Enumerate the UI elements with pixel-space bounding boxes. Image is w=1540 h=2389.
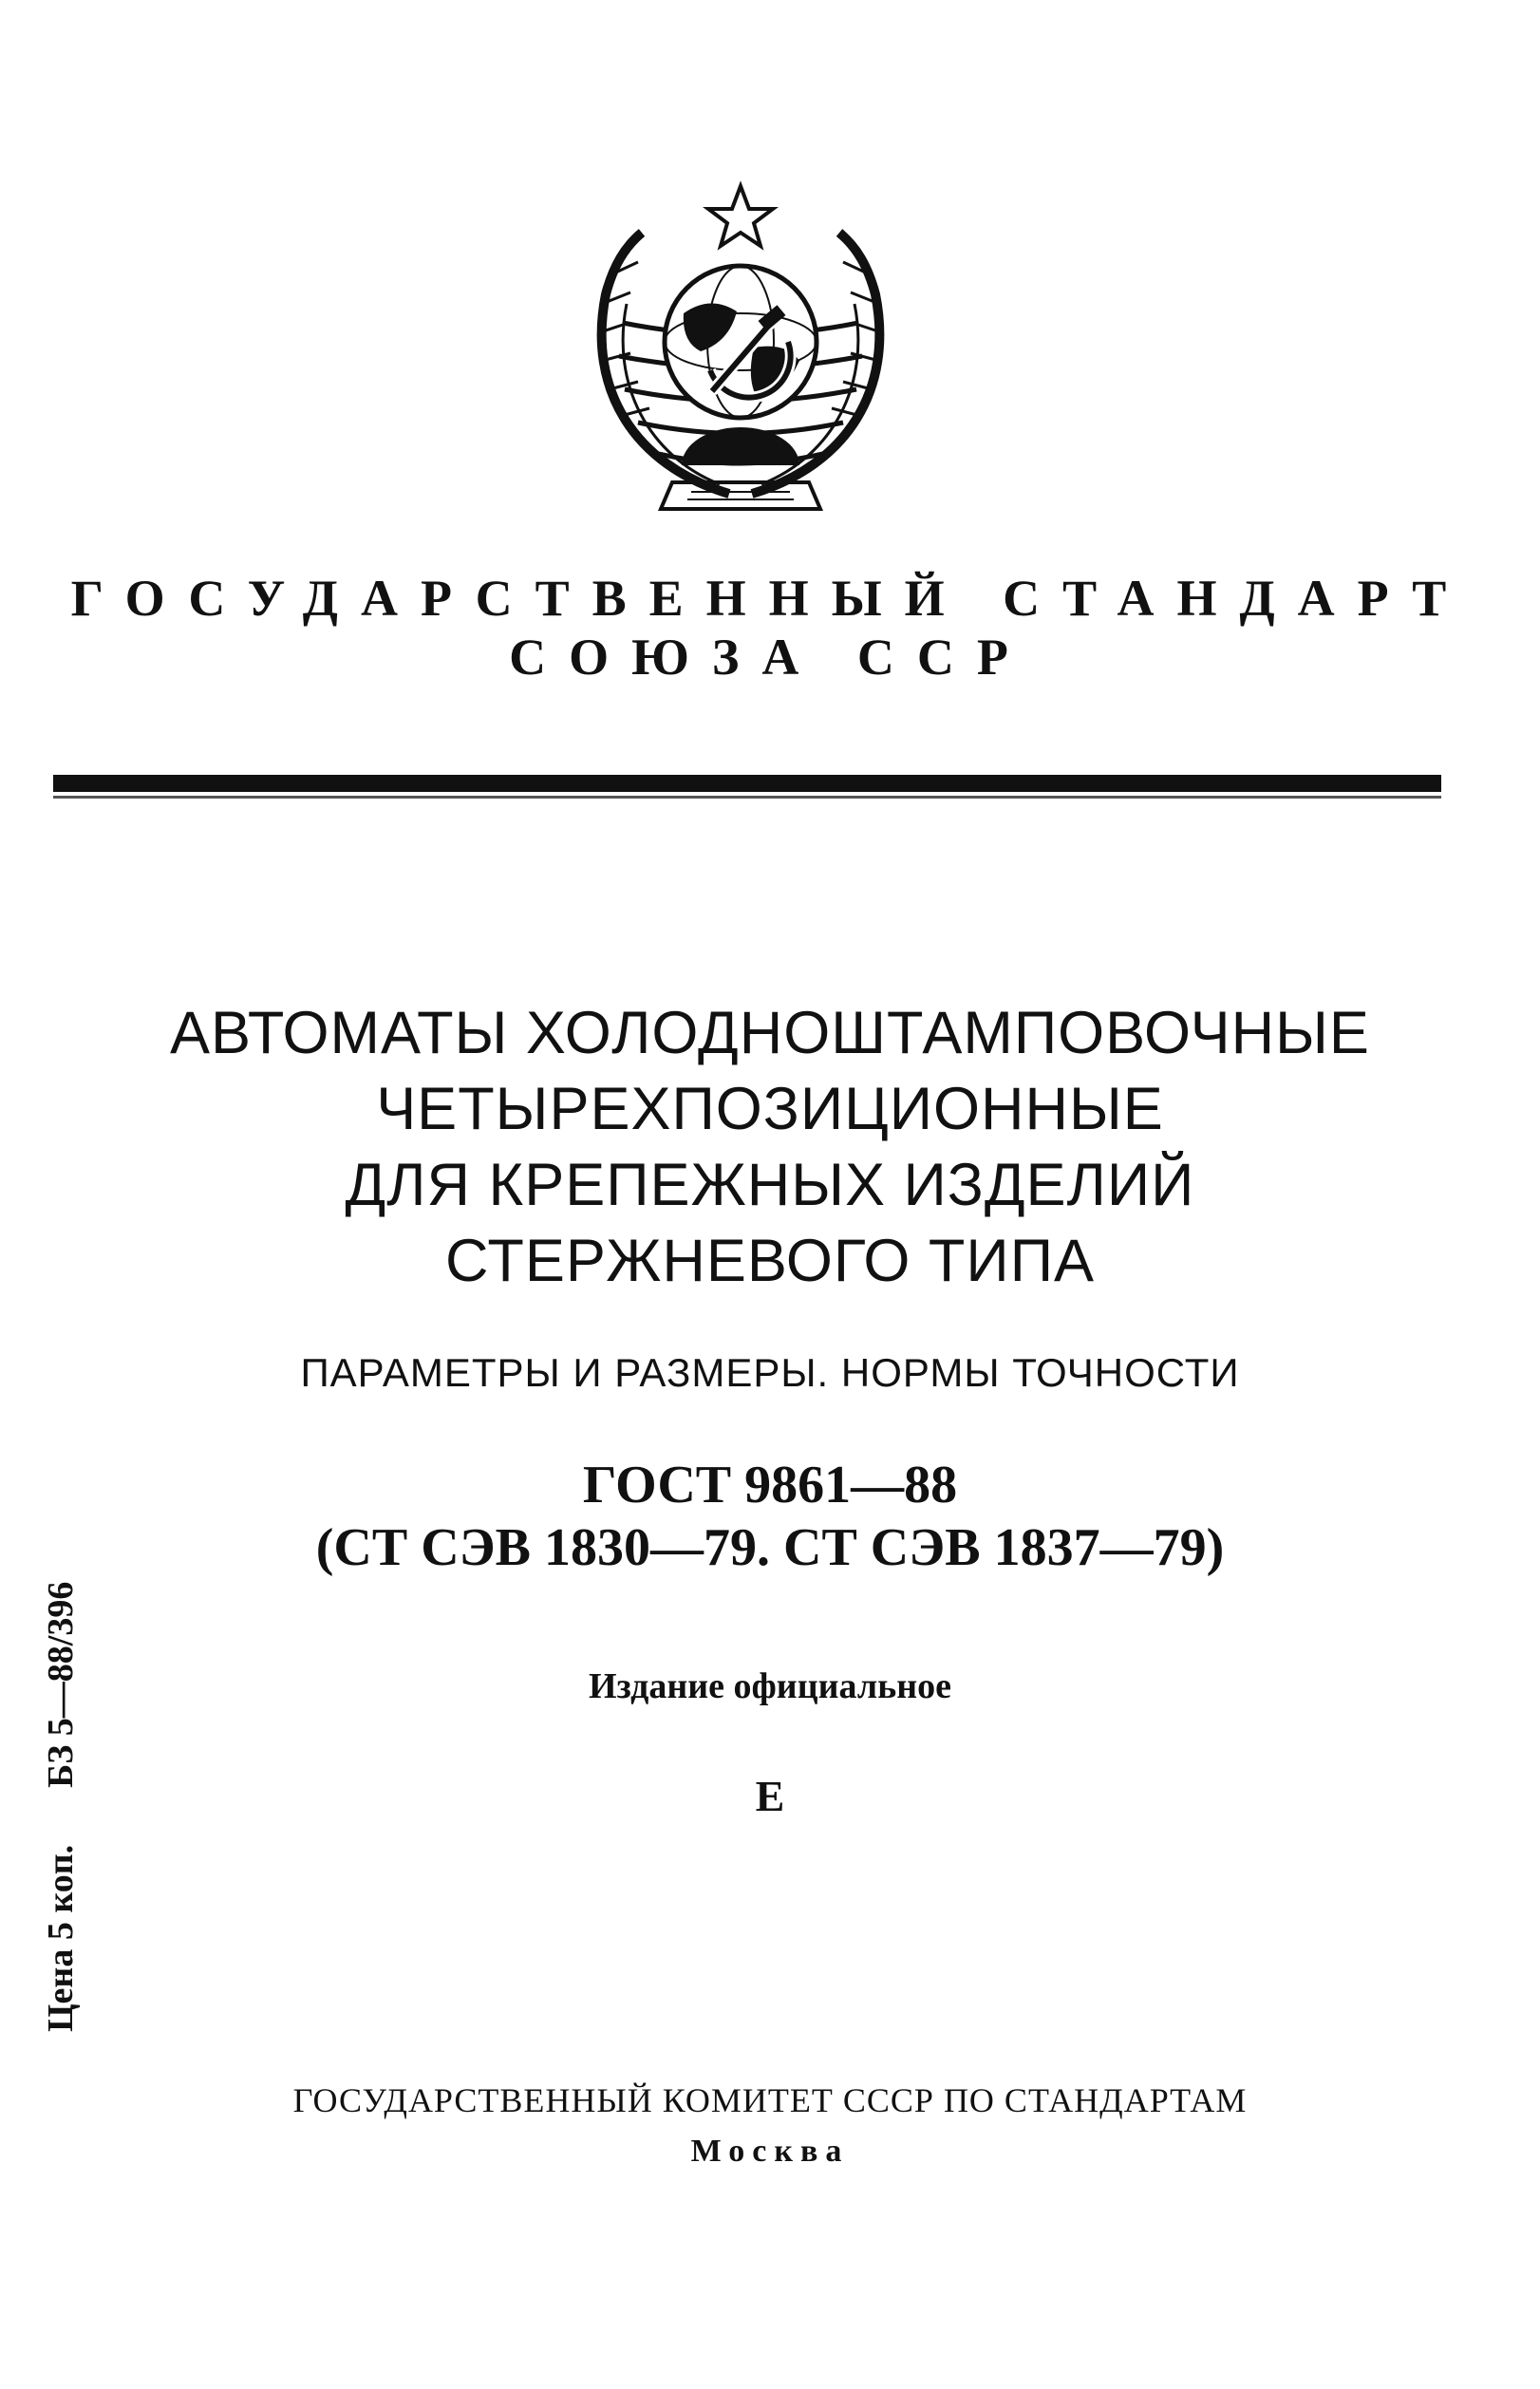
category-letter: Е	[755, 1772, 785, 1820]
publisher-committee: ГОСУДАРСТВЕННЫЙ КОМИТЕТ СССР ПО СТАНДАРТАМ	[292, 2081, 1248, 2119]
header-divider	[53, 775, 1441, 792]
gost-number: ГОСТ 9861—88	[582, 1456, 958, 1514]
title-line-3: ДЛЯ КРЕПЕЖНЫХ ИЗДЕЛИЙ	[345, 1152, 1195, 1218]
st-sev-reference: (СТ СЭВ 1830—79. СТ СЭВ 1837—79)	[315, 1518, 1225, 1577]
publisher-city: Москва	[690, 2134, 850, 2169]
header-line-1: ГОСУДАРСТВЕННЫЙ СТАНДАРТ	[70, 570, 1470, 627]
title-line-1: АВТОМАТЫ ХОЛОДНОШТАМПОВОЧНЫЕ	[170, 1000, 1370, 1066]
price-label: Цена 5 коп.	[41, 1844, 81, 2032]
document-subtitle: ПАРАМЕТРЫ И РАЗМЕРЫ. НОРМЫ ТОЧНОСТИ	[300, 1350, 1240, 1395]
print-code: БЗ 5—88/396	[41, 1581, 81, 1788]
title-line-4: СТЕРЖНЕВОГО ТИПА	[445, 1228, 1095, 1294]
header-line-2: СОЮЗА ССР	[509, 629, 1031, 686]
ussr-coat-of-arms-icon	[568, 180, 913, 539]
title-line-2: ЧЕТЫРЕХПОЗИЦИОННЫЕ	[376, 1076, 1164, 1142]
header-divider-fine	[53, 796, 1441, 799]
margin-imprint	[34, 1500, 87, 2032]
edition-label: Издание официальное	[588, 1666, 951, 1706]
document-title	[0, 995, 1540, 1299]
